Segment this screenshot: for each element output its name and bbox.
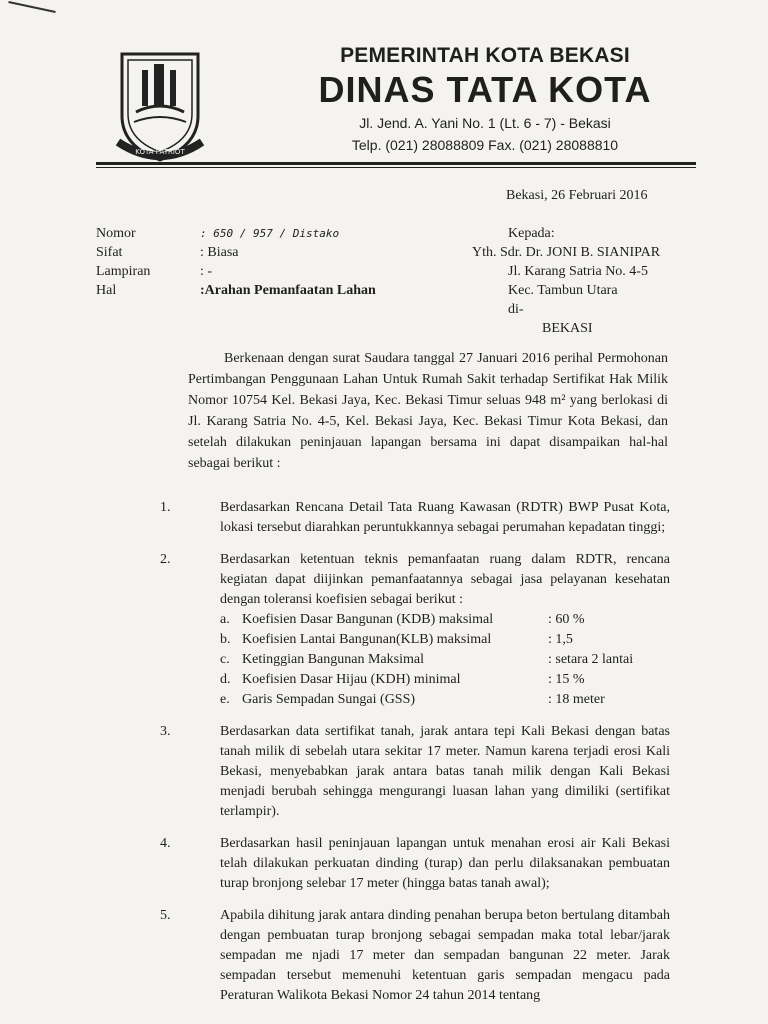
sub-letter: c. <box>220 652 230 667</box>
item-number: 2. <box>160 552 171 567</box>
numbered-list <box>160 498 670 1018</box>
header-rule-thick <box>96 162 696 165</box>
department-name: DINAS TATA KOTA <box>318 69 652 110</box>
scan-mark <box>8 1 55 13</box>
item-text: Berdasarkan hasil peninjauan lapangan untuk menahan erosi air Kali Bekasi telah dilakukan perkuatan dinding (turap) dan perlu dilaksanakan pembuatan turap bronjong selebar 17 meter (hingga batas tanah awal); <box>220 836 670 891</box>
intro-paragraph: Berkenaan dengan surat Saudara tanggal 27 Januari 2016 perihal Permohonan Pertimbangan Penggunaan Lahan Untuk Rumah Sakit terhadap Sertifikat Hak Milik Nomor 10754 Kel. Bekasi Jaya, Kec. Bekasi Timur seluas 948 m² yang berlokasi di Jl. Karang Satria No. 4-5, Kel. Bekasi Jaya, Kec. Bekasi Timur Kota Bekasi, dan setelah dilakukan peninjauan lapangan bersama ini dapat disampaikan hal-hal sebagai berikut : <box>188 351 668 471</box>
sub-letter: e. <box>220 692 230 707</box>
item-number: 3. <box>160 724 171 739</box>
sub-desc: Koefisien Lantai Bangunan(KLB) maksimal <box>242 632 492 647</box>
office-address: Jl. Jend. A. Yani No. 1 (Lt. 6 - 7) - Bekasi <box>359 115 611 131</box>
sub-value: : 18 meter <box>548 692 605 707</box>
recipient-kepada: Kepada: <box>508 226 555 241</box>
header-rule-thin <box>96 167 696 168</box>
sub-item <box>220 650 670 670</box>
sub-value: : 60 % <box>548 612 585 627</box>
nomor-label: Nomor <box>96 226 136 241</box>
sub-item <box>220 690 670 710</box>
sub-item <box>220 610 670 630</box>
sub-value: : setara 2 lantai <box>548 652 634 667</box>
recipient-name: Yth. Sdr. Dr. JONI B. SIANIPAR <box>472 245 661 260</box>
nomor-value: : 650 / 957 / Distako <box>200 227 340 240</box>
recipient-district: Kec. Tambun Utara <box>508 283 618 298</box>
recipient-di: di- <box>508 302 524 317</box>
sub-value: : 15 % <box>548 672 585 687</box>
sub-item <box>220 670 670 690</box>
lampiran-label: Lampiran <box>96 264 151 279</box>
sub-letter: b. <box>220 632 231 647</box>
item-text: Berdasarkan ketentuan teknis pemanfaatan ruang dalam RDTR, rencana kegiatan dapat diijinkan pemanfaatannya sebagai jasa pelayanan kesehatan dengan toleransi koefisien sebagai berikut : <box>220 552 670 607</box>
sub-desc: Koefisien Dasar Hijau (KDH) minimal <box>242 672 461 687</box>
item-number: 4. <box>160 836 171 851</box>
item-number: 5. <box>160 908 171 923</box>
list-item <box>160 834 670 894</box>
item-number: 1. <box>160 500 171 515</box>
sifat-label: Sifat <box>96 245 123 260</box>
letter-meta <box>96 224 420 300</box>
svg-text:KOTA PATRIOT: KOTA PATRIOT <box>135 148 185 156</box>
item-text: Berdasarkan Rencana Detail Tata Ruang Kawasan (RDTR) BWP Pusat Kota, lokasi tersebut diarahkan peruntukkannya sebagai perumahan kepadatan tinggi; <box>220 500 670 535</box>
item-text: Berdasarkan data sertifikat tanah, jarak antara tepi Kali Bekasi dengan batas tanah milik di sebelah utara sekitar 17 meter. Namun karena terjadi erosi Kali Bekasi, menyebabkan jarak antara batas tanah milik dengan Kali Bekasi menjadi berubah sehingga mengurangi luasan lahan yang dimiliki (sertifikat terlampir). <box>220 724 670 819</box>
lampiran-value: : - <box>200 264 213 279</box>
sub-item <box>220 630 670 650</box>
sub-letter: a. <box>220 612 230 627</box>
hal-label: Hal <box>96 283 117 298</box>
recipient-street: Jl. Karang Satria No. 4-5 <box>508 264 648 279</box>
sub-letter: d. <box>220 672 231 687</box>
government-name: PEMERINTAH KOTA BEKASI <box>340 44 630 67</box>
city-emblem-icon <box>112 46 208 166</box>
sub-desc: Ketinggian Bangunan Maksimal <box>242 652 424 667</box>
sifat-value: : Biasa <box>200 245 239 260</box>
list-item <box>160 550 670 710</box>
list-item <box>160 498 670 538</box>
sub-desc: Koefisien Dasar Bangunan (KDB) maksimal <box>242 612 494 627</box>
hal-value: :Arahan Pemanfaatan Lahan <box>200 283 376 298</box>
recipient-block <box>472 224 660 338</box>
sub-value: : 1,5 <box>548 632 573 647</box>
sub-desc: Garis Sempadan Sungai (GSS) <box>242 692 416 707</box>
letterhead <box>270 44 700 154</box>
recipient-city: BEKASI <box>542 321 593 336</box>
letter-date: Bekasi, 26 Februari 2016 <box>506 188 648 203</box>
list-item <box>160 722 670 822</box>
office-contact: Telp. (021) 28088809 Fax. (021) 28088810 <box>351 137 619 153</box>
list-item <box>160 906 670 1006</box>
item-text: Apabila dihitung jarak antara dinding penahan berupa beton bertulang ditambah dengan pembuatan turap bronjong sebagai sempadan maka total lebar/jarak sempadan me njadi 17 meter dan sempadan bangunan 22 meter. Jarak sempadan tersebut memenuhi ketentuan garis sempadan mengacu pada Peraturan Walikota Bekasi Nomor 24 tahun 2014 tentang <box>220 908 670 1003</box>
